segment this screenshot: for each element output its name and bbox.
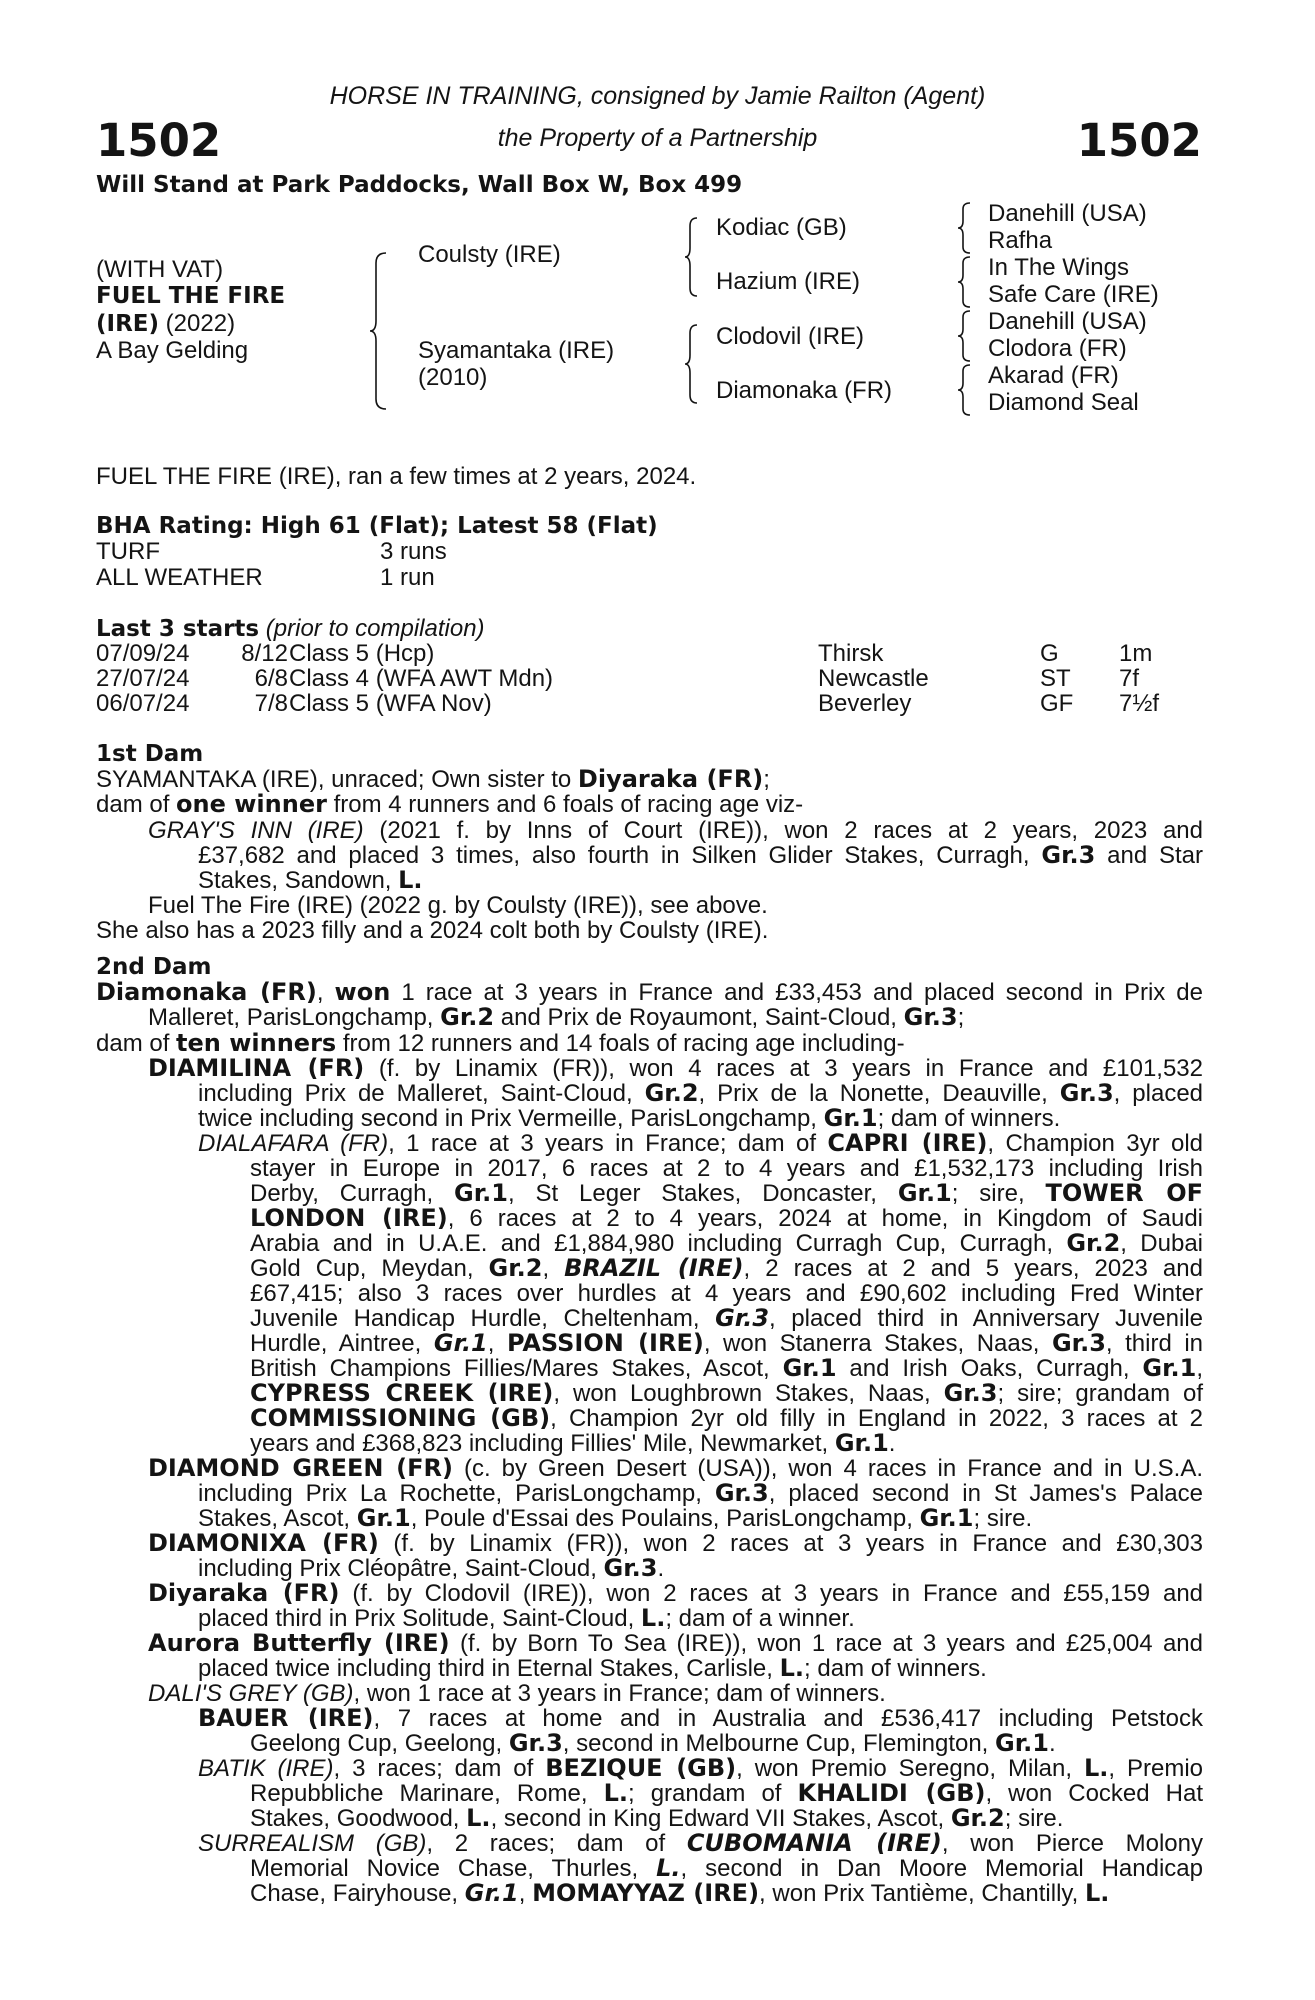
produce-entry-line [250, 1881, 1109, 1907]
text-run: Gr.3 [508, 1729, 563, 1757]
produce-entry-line [198, 1131, 1203, 1157]
text-run: Gr.3 [1059, 1079, 1114, 1107]
text-run: COMMISSIONING (GB) [250, 1404, 551, 1432]
produce-entry-line [250, 1281, 1203, 1307]
text-run: KHALIDI (GB) [797, 1779, 986, 1807]
text-run: , Champion 3yr old [987, 1130, 1204, 1157]
text-run: from 12 runners and 14 foals of racing age including- [336, 1030, 905, 1057]
text-run: Arabia and in U.A.E. and £1,884,980 including Curragh Cup, Curragh, [250, 1230, 1067, 1257]
rating-surface: ALL WEATHER [96, 564, 263, 591]
text-run: Gr.1 [919, 1504, 974, 1532]
text-run: , [316, 979, 335, 1006]
produce-entry-line [250, 1806, 1063, 1832]
text-run: years and £368,823 including Fillies' Mile, Newmarket, [250, 1430, 835, 1457]
text-run: (2021 f. by Inns of Court (IRE)), won 2 races at 2 years, 2023 and [363, 817, 1204, 844]
text-run: and Prix de Royaumont, Saint-Cloud, [494, 1004, 904, 1031]
text-run: Chase, Fairyhouse, [250, 1880, 465, 1907]
produce-entry-line [198, 1756, 1203, 1782]
text-run: Hurdle, Aintree, [250, 1330, 434, 1357]
text-run: Gr.3 [1051, 1329, 1106, 1357]
text-run: Gr.1 [782, 1354, 837, 1382]
text-run: , Premio [1108, 1755, 1203, 1782]
text-run: . [1048, 1730, 1056, 1757]
text-run: DIAMILINA (FR) [148, 1054, 365, 1082]
produce-entry-line: Fuel The Fire (IRE) (2022 g. by Coulsty (IRE)), see above. [148, 892, 768, 919]
text-run: (f. by Born To Sea (IRE)), won 1 race at 3 years and £25,004 and [449, 1630, 1203, 1657]
text-run: Repubbliche Marinare, Rome, [250, 1780, 604, 1807]
text-run: , placed [1113, 1080, 1204, 1107]
start-distance: 1m [1119, 640, 1153, 667]
produce-entry-line [250, 1206, 1203, 1232]
text-run: ; [763, 766, 770, 793]
start-row [96, 691, 1196, 717]
text-run: one winner [176, 790, 327, 818]
text-run: ten winners [176, 1029, 337, 1057]
text-run: ; sire. [973, 1505, 1033, 1532]
ancestor-5: Danehill (USA) [988, 308, 1147, 335]
text-run: L. [603, 1779, 628, 1807]
produce-entry-line [198, 1556, 664, 1582]
text-run: , 3 races; dam of [333, 1755, 546, 1782]
produce-entry-line [250, 1356, 1203, 1382]
start-course: Thirsk [818, 640, 884, 667]
text-run: Gold Cup, Meydan, [250, 1255, 489, 1282]
text-run: , [542, 1255, 565, 1282]
second-dam-line [96, 1031, 905, 1057]
text-run: , placed third in Anniversary Juvenile [769, 1305, 1203, 1332]
text-run: L. [779, 1654, 805, 1682]
start-distance: 7½f [1119, 690, 1160, 717]
text-run: . [657, 1555, 665, 1582]
text-run: ; dam of winners. [877, 1105, 1061, 1132]
text-run: Gr.3 [903, 1003, 958, 1031]
start-going: G [1040, 640, 1059, 667]
text-run: , 2 races; dam of [426, 1830, 687, 1857]
produce-entry-line [250, 1856, 1203, 1882]
ancestor-1: Danehill (USA) [988, 200, 1147, 227]
text-run: CYPRESS CREEK (IRE) [250, 1379, 554, 1407]
text-run: , second in Dan Moore Memorial Handicap [680, 1855, 1203, 1882]
produce-entry-line [198, 1656, 987, 1682]
text-run: , third in [1105, 1330, 1204, 1357]
text-run: £37,682 and placed 3 times, also fourth in Silken Glider Stakes, Curragh, [198, 842, 1042, 869]
text-run: BATIK (IRE) [198, 1755, 334, 1782]
ancestor-6: Clodora (FR) [988, 335, 1127, 362]
text-run: GRAY'S INN (IRE) [148, 817, 364, 844]
text-run: ; grandam of [628, 1780, 798, 1807]
text-run: Geelong Cup, Geelong, [250, 1730, 509, 1757]
pedigree-brace-g3 [958, 311, 972, 361]
text-run: 1 race at 3 years in France and £33,453 and placed second in Prix de [390, 979, 1204, 1006]
text-run: Gr.1 [834, 1429, 889, 1457]
text-run: L. [656, 1854, 681, 1882]
produce-entry-line [148, 1631, 1203, 1657]
property-line: the Property of a Partnership [497, 124, 818, 152]
text-run: L. [466, 1804, 491, 1832]
pedigree-brace-g1 [958, 203, 972, 253]
horse-country: (IRE) [96, 311, 160, 337]
start-position: 6/8 [254, 665, 288, 692]
rating-surface: TURF [96, 538, 160, 565]
produce-entry-line [250, 1156, 1203, 1182]
text-run: Gr.1 [454, 1179, 508, 1207]
text-run: , won Prix Tantième, Chantilly, [759, 1880, 1085, 1907]
text-run: PASSION (IRE) [506, 1329, 704, 1357]
produce-entry-line [148, 1056, 1203, 1082]
text-run: including Prix Cléopâtre, Saint-Cloud, [198, 1555, 604, 1582]
text-run: , [518, 1880, 533, 1907]
text-run: ; sire; grandam of [997, 1380, 1204, 1407]
horse-year: (2022) [159, 310, 236, 337]
text-run: L. [1084, 1879, 1110, 1907]
text-run: Aurora Butterfly (IRE) [148, 1629, 450, 1657]
text-run: Gr.1 [433, 1329, 488, 1357]
text-run: Gr.3 [1041, 841, 1096, 869]
second-dam-line [96, 980, 1203, 1006]
dam-sire: Clodovil (IRE) [716, 323, 865, 350]
last-starts-title: Last 3 starts [96, 616, 260, 642]
pedigree-brace-g2 [958, 257, 972, 307]
consignor-line: HORSE IN TRAINING, consigned by Jamie Railton (Agent) [329, 82, 986, 110]
text-run: including Prix La Rochette, ParisLongchamp, [198, 1480, 715, 1507]
text-run: CAPRI (IRE) [827, 1129, 988, 1157]
text-run: , St Leger Stakes, Doncaster, [507, 1180, 898, 1207]
text-run: , 2 races at 2 and 5 years, 2023 and [743, 1255, 1203, 1282]
text-run: L. [640, 1604, 666, 1632]
text-run: Diyaraka (FR) [577, 765, 764, 793]
text-run: , 6 races at 2 to 4 years, 2024 at home, in Kingdom of Saudi [447, 1205, 1204, 1232]
text-run: , [1196, 1355, 1203, 1382]
last-starts-heading [96, 616, 485, 643]
produce-entry-line [250, 1231, 1203, 1257]
text-run: placed twice including third in Eternal Stakes, Carlisle, [198, 1655, 780, 1682]
start-going: GF [1040, 690, 1074, 717]
first-dam-line [96, 792, 803, 818]
produce-entry-line [198, 843, 1203, 869]
text-run: ; [957, 1004, 965, 1031]
text-run: Gr.1 [995, 1729, 1049, 1757]
start-race: Class 4 (WFA AWT Mdn) [289, 665, 554, 692]
lot-number-left: 1502 [96, 114, 222, 167]
start-race: Class 5 (WFA Nov) [289, 690, 492, 717]
text-run: Diyaraka (FR) [148, 1579, 340, 1607]
text-run: BEZIQUE (GB) [545, 1754, 737, 1782]
text-run: placed third in Prix Solitude, Saint-Cloud, [198, 1605, 641, 1632]
sire-name: Coulsty (IRE) [418, 241, 561, 268]
second-dam-line [148, 1005, 964, 1031]
start-going: ST [1040, 665, 1071, 692]
text-run: , won 1 race at 3 years in France; dam of winners. [353, 1680, 886, 1707]
produce-entry-line [148, 1681, 886, 1707]
vat-label: (WITH VAT) [96, 256, 224, 283]
produce-entry-line [250, 1731, 1056, 1757]
sire-sire: Kodiac (GB) [716, 214, 847, 241]
race-summary: FUEL THE FIRE (IRE), ran a few times at 2 years, 2024. [96, 463, 697, 490]
ancestor-8: Diamond Seal [988, 389, 1139, 416]
last-starts-note: (prior to compilation) [259, 615, 485, 642]
text-run: Gr.2 [440, 1003, 495, 1031]
text-run: Gr.1 [356, 1504, 411, 1532]
text-run: £67,415; also 3 races over hurdles at 4 years and £90,602 including Fred Winter [250, 1280, 1203, 1307]
start-course: Newcastle [818, 665, 929, 692]
text-run: ; dam of winners. [804, 1655, 987, 1682]
produce-entry-line [250, 1331, 1203, 1357]
sire-dam: Hazium (IRE) [716, 268, 861, 295]
dam-dam: Diamonaka (FR) [716, 377, 893, 404]
produce-entry-line [198, 1506, 1032, 1532]
text-run: , won Cocked Hat [985, 1780, 1203, 1807]
text-run: and Star [1095, 842, 1203, 869]
ancestor-7: Akarad (FR) [988, 362, 1119, 389]
start-date: 07/09/24 [96, 640, 190, 667]
text-run: , won Pierce Molony [941, 1830, 1203, 1857]
start-date: 06/07/24 [96, 690, 190, 717]
text-run: dam of [96, 1030, 177, 1057]
text-run: Stakes, Goodwood, [250, 1805, 467, 1832]
ancestor-4: Safe Care (IRE) [988, 281, 1159, 308]
dam-name: Syamantaka (IRE) [418, 337, 615, 364]
produce-entry-line [198, 1481, 1203, 1507]
pedigree-brace-g4 [958, 365, 972, 415]
produce-entry-line [148, 1456, 1203, 1482]
text-run: BAUER (IRE) [198, 1704, 374, 1732]
produce-entry-line [250, 1406, 1203, 1432]
produce-entry-line [250, 1181, 1203, 1207]
text-run: BRAZIL (IRE) [564, 1254, 744, 1282]
text-run: , 1 race at 3 years in France; dam of [388, 1130, 828, 1157]
text-run: , second in King Edward VII Stakes, Ascot, [490, 1805, 951, 1832]
text-run: Gr.1 [1142, 1354, 1197, 1382]
start-position: 7/8 [254, 690, 288, 717]
produce-entry-line [148, 1531, 1203, 1557]
text-run: and Irish Oaks, Curragh, [836, 1355, 1143, 1382]
text-run: (f. by Linamix (FR)), won 2 races at 3 years in France and £30,303 [378, 1530, 1203, 1557]
horse-description: A Bay Gelding [96, 337, 249, 364]
text-run: Gr.1 [464, 1879, 519, 1907]
produce-entry-line [250, 1381, 1203, 1407]
text-run: L. [398, 866, 423, 894]
text-run: (f. by Linamix (FR)), won 4 races at 3 years in France and £101,532 [364, 1055, 1204, 1082]
rating-row-aw [96, 564, 435, 591]
text-run: (f. by Clodovil (IRE)), won 2 races at 3 years in France and £55,159 and [339, 1580, 1204, 1607]
pedigree-brace-dam [685, 325, 701, 403]
rating-row-turf [96, 538, 447, 565]
text-run: including Prix de Malleret, Saint-Cloud, [198, 1080, 645, 1107]
text-run: DIAMOND GREEN (FR) [148, 1454, 453, 1482]
pedigree-brace-sire [685, 218, 701, 296]
text-run: , Poule d'Essai des Poulains, ParisLongchamp, [410, 1505, 920, 1532]
text-run: , Dubai [1120, 1230, 1203, 1257]
text-run: Stakes, Ascot, [198, 1505, 357, 1532]
text-run: , won Loughbrown Stakes, Naas, [553, 1380, 944, 1407]
produce-entry-line [198, 868, 423, 894]
produce-entry-line [198, 1831, 1203, 1857]
bha-rating-heading: BHA Rating: High 61 (Flat); Latest 58 (Flat) [96, 513, 658, 539]
text-run: Malleret, ParisLongchamp, [148, 1004, 441, 1031]
first-dam-line: She also has a 2023 filly and a 2024 colt both by Coulsty (IRE). [96, 917, 769, 944]
text-run: Gr.2 [488, 1254, 543, 1282]
text-run: Gr.2 [644, 1079, 699, 1107]
ancestor-3: In The Wings [988, 254, 1129, 281]
text-run: Gr.3 [603, 1554, 658, 1582]
stand-location: Will Stand at Park Paddocks, Wall Box W, Box 499 [96, 172, 743, 198]
text-run: ; dam of a winner. [665, 1605, 855, 1632]
produce-entry-line [198, 1606, 855, 1632]
text-run: SYAMANTAKA (IRE), unraced; Own sister to [96, 766, 578, 793]
text-run: British Champions Fillies/Mares Stakes, Ascot, [250, 1355, 783, 1382]
text-run: stayer in Europe in 2017, 6 races at 2 to 4 years and £1,532,173 including Irish [250, 1155, 1203, 1182]
produce-entry-line [198, 1706, 1203, 1732]
text-run: SURREALISM (GB) [198, 1830, 427, 1857]
text-run: DIALAFARA (FR) [198, 1130, 389, 1157]
horse-suffix-year [96, 310, 235, 338]
start-distance: 7f [1119, 665, 1140, 692]
dam-year: (2010) [418, 364, 488, 391]
text-run: ; sire, [951, 1180, 1046, 1207]
start-row [96, 666, 1196, 692]
text-run: Diamonaka (FR) [96, 978, 317, 1006]
ancestor-2: Rafha [988, 227, 1053, 254]
start-position: 8/12 [241, 640, 288, 667]
text-run: Gr.3 [715, 1304, 770, 1332]
text-run: ; sire. [1004, 1805, 1064, 1832]
produce-entry-line [250, 1431, 895, 1457]
text-run: DALI'S GREY (GB) [148, 1680, 354, 1707]
text-run: Memorial Novice Chase, Thurles, [250, 1855, 657, 1882]
text-run: , won Premio Seregno, Milan, [736, 1755, 1084, 1782]
start-row [96, 641, 1196, 667]
text-run: Gr.3 [714, 1479, 769, 1507]
lot-number-right: 1502 [1076, 114, 1202, 167]
text-run: , Prix de la Nonette, Deauville, [698, 1080, 1060, 1107]
text-run: Gr.2 [1066, 1229, 1121, 1257]
text-run: Derby, Curragh, [250, 1180, 455, 1207]
text-run: Stakes, Sandown, [198, 867, 399, 894]
text-run: , [487, 1330, 507, 1357]
text-run: MOMAYYAZ (IRE) [532, 1879, 760, 1907]
start-race: Class 5 (Hcp) [289, 640, 435, 667]
text-run: from 4 runners and 6 foals of racing age viz- [326, 791, 804, 818]
pedigree-brace-main [370, 253, 390, 409]
horse-name: FUEL THE FIRE [96, 283, 286, 309]
rating-runs: 3 runs [380, 538, 447, 565]
first-dam-line [96, 767, 770, 793]
text-run: , won Stanerra Stakes, Naas, [703, 1330, 1052, 1357]
text-run: Juvenile Handicap Hurdle, Cheltenham, [250, 1305, 716, 1332]
produce-entry-line [198, 1081, 1203, 1107]
text-run: CUBOMANIA (IRE) [686, 1829, 942, 1857]
produce-entry-line [148, 818, 1203, 844]
produce-entry-line [198, 1106, 1060, 1132]
text-run: L. [1083, 1754, 1109, 1782]
text-run: (c. by Green Desert (USA)), won 4 races in France and in U.S.A. [452, 1455, 1203, 1482]
text-run: dam of [96, 791, 177, 818]
text-run: Gr.1 [897, 1179, 952, 1207]
text-run: Gr.2 [950, 1804, 1005, 1832]
text-run: Gr.3 [943, 1379, 998, 1407]
start-date: 27/07/24 [96, 665, 190, 692]
text-run: , second in Melbourne Cup, Flemington, [562, 1730, 996, 1757]
rating-runs: 1 run [380, 564, 435, 591]
first-dam-heading: 1st Dam [96, 741, 204, 767]
text-run: , 7 races at home and in Australia and £536,417 including Petstock [373, 1705, 1204, 1732]
text-run: Gr.1 [823, 1104, 878, 1132]
produce-entry-line [148, 1581, 1203, 1607]
produce-entry-line [250, 1781, 1203, 1807]
produce-entry-line [250, 1256, 1203, 1282]
text-run: , Champion 2yr old filly in England in 2022, 3 races at 2 [550, 1405, 1203, 1432]
text-run: , placed second in St James's Palace [768, 1480, 1203, 1507]
text-run: LONDON (IRE) [250, 1204, 448, 1232]
text-run: won [334, 978, 391, 1006]
produce-entry-line [250, 1306, 1203, 1332]
start-course: Beverley [818, 690, 912, 717]
text-run: DIAMONIXA (FR) [148, 1529, 379, 1557]
text-run: . [888, 1430, 896, 1457]
second-dam-heading: 2nd Dam [96, 954, 212, 980]
text-run: twice including second in Prix Vermeille, ParisLongchamp, [198, 1105, 824, 1132]
text-run: TOWER OF [1045, 1179, 1203, 1207]
